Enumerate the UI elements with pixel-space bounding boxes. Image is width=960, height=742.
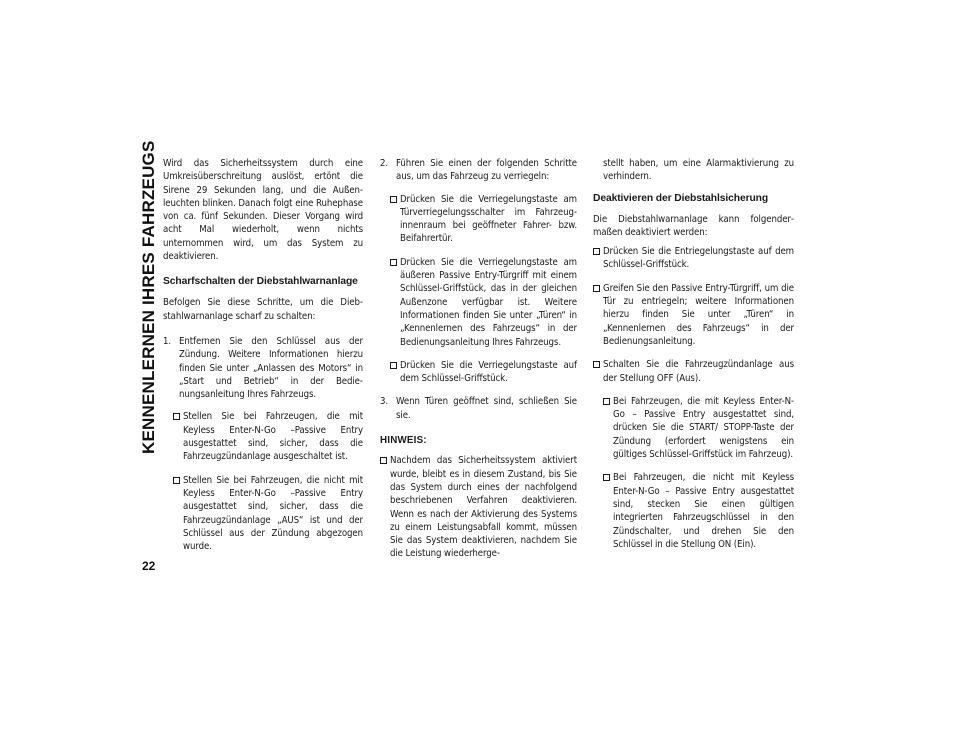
checkbox-bullet-icon [390,259,397,266]
note-text: Nachdem das Sicherheitssystem aktiviert wurde, bleibt es in diesem Zustand, bis Sie das System durch eines der nachfolgend beschriebenen Verfahren deaktivieren. Wenn es nach der Aktivierung des Systems zu einem Leistungsabfall kommt, müssen Sie das System deaktivieren, nachdem Sie die Leistung wiederherge- [390,455,577,560]
column-2 [380,157,577,571]
step-number: 1. [163,335,172,347]
step-text: Entfernen Sie den Schlüssel aus der Zündung. Weitere Informationen hierzu finden Sie unter „Anlassen des Motors“ in „Start und Betrieb“ in der Bedienungsanleitung Ihres Fahrzeugs. [179,335,363,401]
checkbox-bullet-icon [593,361,600,368]
checkbox-bullet-icon [380,457,387,464]
list-item-text: Bei Fahrzeugen, die mit Keyless Enter-N-Go – Passive Entry ausgestattet sind, drücken Sie die START/ STOPP-Taste der Zündung (erfordert wenigstens ein gültiges Schlüssel-Griffstück im Fahrzeug). [613,395,794,461]
page-number: 22 [142,559,156,573]
list-item [390,256,577,349]
checkbox-bullet-icon [603,474,610,481]
disarming-lead: Die Diebstahlwarnanlage kann folgendermaßen deaktiviert werden: [593,213,794,238]
step-number: 3. [380,396,389,408]
list-item [173,410,363,463]
step-3 [380,395,577,422]
list-item-text: Drücken Sie die Verriegelungstaste auf dem Schlüssel-Griffstück. [400,359,577,385]
list-item [593,282,794,348]
intro-paragraph: Wird das Sicherheitssystem durch eine Umkreisüberschreitung auslöst, ertönt die Sirene 29 Sekunden lang, und die Außenleuchten blinken. Danach folgt eine Ruhephase von ca. fünf Sekunden. Dieser Vorgang wird acht Mal wiederholt, wenn nichts unternommen wird, um das System zu deaktivieren. [163,158,363,263]
arming-lead: Befolgen Sie diese Schritte, um die Diebstahlwarnanlage scharf zu schalten: [163,297,363,322]
list-item-text: Schalten Sie die Fahrzeugzündanlage aus der Stellung OFF (Aus). [603,359,794,384]
list-item [593,358,794,385]
list-item-text: Bei Fahrzeugen, die nicht mit Keyless Enter-N-Go – Passive Entry ausgestattet sind, stecken Sie einen gültigen integrierten Fahrzeugschlüssel in den Zündschalter, und drehen Sie den Schlüssel in die Stellung ON (Ein). [613,472,794,550]
step-1-bullets [173,410,363,553]
list-item-text: Drücken Sie die Entriegelungstaste auf dem Schlüssel-Griffstück. [603,246,794,271]
list-item-text: Stellen Sie bei Fahrzeugen, die nicht mit Keyless Enter-N-Go –Passive Entry ausgestattet sind, sicher, dass die Fahrzeugzündanlage „AUS“ ist und der Schlüssel aus der Zündung abgezogen wurde. [183,474,363,553]
note-item [380,454,577,560]
section-side-title [137,140,160,558]
section-side-title-text: KENNENLERNEN IHRES FAHRZEUGS [138,140,158,454]
step-text: Wenn Türen geöffnet sind, schließen Sie sie. [396,396,577,421]
step-number: 2. [380,158,389,169]
list-item [603,471,794,551]
list-item [390,359,577,386]
checkbox-bullet-icon [390,196,397,203]
checkbox-bullet-icon [593,248,600,255]
list-item [390,193,577,246]
list-item [603,395,794,461]
list-item-text: Stellen Sie bei Fahrzeugen, die mit Keyless Enter-N-Go –Passive Entry ausgestattet sind, sicher, dass die Fahrzeugzündanlage ausgeschaltet ist. [183,411,363,463]
column-3 [593,157,794,561]
disarming-heading: Deaktivieren der Diebstahlsicherung [593,192,769,204]
ignition-sub-bullets [603,395,794,551]
checkbox-bullet-icon [390,362,397,369]
list-item [173,474,363,554]
checkbox-bullet-icon [593,285,600,292]
step-2-bullets [390,193,577,386]
checkbox-bullet-icon [173,477,180,484]
list-item-text: Greifen Sie den Passive Entry-Türgriff, um die Tür zu entriegeln; weitere Informationen hierzu finden Sie unter „Türen“ in „Kennenlernen des Fahrzeugs“ in der Bedienungsanleitung. [603,282,794,347]
column-1 [163,157,363,563]
step-text: Führen Sie einen der folgenden Schritte aus, um das Fahrzeug zu verriegeln: [396,158,577,183]
arming-heading: Scharfschalten der Diebstahlwarnanlage [163,276,358,288]
checkbox-bullet-icon [173,413,180,420]
checkbox-bullet-icon [603,398,610,405]
list-item-text: Drücken Sie die Verriegelungstaste am äußeren Passive Entry-Türgriff mit einem Schlüssel-Griffstück, das in der gleichen Außenzone verfügbar ist. Weitere Informationen finden Sie unter „Türen“ in „Kennenlernen des Fahrzeugs“ in der Bedienungsanleitung Ihres Fahrzeugs. [400,256,577,348]
note-heading: HINWEIS: [380,435,427,447]
continued-text: stellt haben, um eine Alarmaktivierung zu verhindern. [603,158,794,183]
step-2 [380,157,577,184]
step-1 [163,335,363,401]
list-item [593,245,794,272]
list-item-text: Drücken Sie die Verriegelungstaste am Türverriegelungsschalter im Fahrzeuginnenraum bei geöffneter Fahrer- bzw. Beifahrertür. [400,193,577,245]
